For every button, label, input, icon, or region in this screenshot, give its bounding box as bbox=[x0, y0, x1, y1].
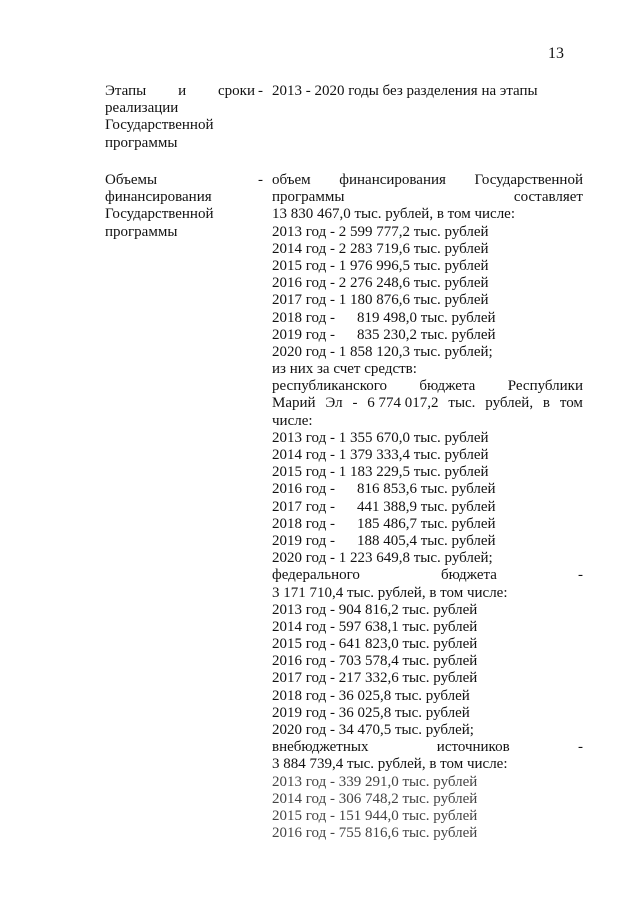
republic-line-2: Марий Эл - 6 774 017,2 тыс. рублей, в том bbox=[272, 395, 583, 412]
stages-label: Этапы и сроки реализации Государственной программы bbox=[105, 83, 255, 151]
list-item: 2015 год - 151 944,0 тыс. рублей bbox=[272, 807, 478, 824]
list-item: 2014 год - 306 748,2 тыс. рублей bbox=[272, 790, 478, 807]
list-item: 2015 год - 1 976 996,5 тыс. рублей bbox=[272, 257, 489, 274]
list-item: 2014 год - 2 283 719,6 тыс. рублей bbox=[272, 240, 489, 257]
financing-intro-line-2: программы составляет bbox=[272, 189, 583, 206]
stages-value: 2013 - 2020 годы без разделения на этапы bbox=[272, 83, 538, 99]
list-item: 2020 год - 34 470,5 тыс. рублей; bbox=[272, 722, 474, 738]
extrabudgetary-years-list bbox=[272, 774, 583, 843]
financing-value bbox=[272, 172, 583, 842]
list-item: 2015 год - 1 183 229,5 тыс. рублей bbox=[272, 464, 489, 481]
financing-label: Объемы финансирования Государственной программы bbox=[105, 172, 214, 240]
list-item: 2013 год - 339 291,0 тыс. рублей bbox=[272, 773, 478, 790]
federal-line-2: 3 171 710,4 тыс. рублей, в том числе: bbox=[272, 584, 508, 601]
list-item: 2014 год - 1 379 333,4 тыс. рублей bbox=[272, 447, 489, 463]
total-years-list bbox=[272, 224, 583, 362]
list-item: 2019 год - 835 230,2 тыс. рублей bbox=[272, 326, 496, 343]
list-item: 2013 год - 904 816,2 тыс. рублей bbox=[272, 601, 478, 618]
list-item: 2020 год - 1 223 649,8 тыс. рублей; bbox=[272, 550, 493, 567]
federal-years-list bbox=[272, 602, 583, 740]
page-number: 13 bbox=[548, 45, 564, 62]
republic-line-3: числе: bbox=[272, 412, 313, 429]
list-item: 2018 год - 36 025,8 тыс. рублей bbox=[272, 687, 470, 704]
list-item: 2013 год - 2 599 777,2 тыс. рублей bbox=[272, 223, 489, 240]
list-item: 2019 год - 188 405,4 тыс. рублей bbox=[272, 532, 496, 549]
republic-years-list bbox=[272, 430, 583, 568]
list-item: 2015 год - 641 823,0 тыс. рублей bbox=[272, 636, 478, 653]
list-item: 2016 год - 816 853,6 тыс. рублей bbox=[272, 481, 496, 498]
list-item: 2017 год - 441 388,9 тыс. рублей bbox=[272, 498, 496, 515]
extrabudgetary-line-2: 3 884 739,4 тыс. рублей, в том числе: bbox=[272, 756, 508, 773]
list-item: 2017 год - 217 332,6 тыс. рублей bbox=[272, 670, 478, 687]
list-item: 2019 год - 36 025,8 тыс. рублей bbox=[272, 704, 470, 721]
list-item: 2016 год - 755 816,6 тыс. рублей bbox=[272, 825, 478, 842]
financing-intro-line-1: объем финансирования Государственной bbox=[272, 172, 583, 188]
list-item: 2017 год - 1 180 876,6 тыс. рублей bbox=[272, 292, 489, 309]
sources-intro: из них за счет средств: bbox=[272, 361, 417, 378]
stages-dash: - bbox=[258, 83, 263, 99]
list-item: 2018 год - 185 486,7 тыс. рублей bbox=[272, 515, 496, 532]
federal-line-1: федерального бюджета - bbox=[272, 567, 583, 584]
list-item: 2014 год - 597 638,1 тыс. рублей bbox=[272, 618, 478, 635]
financing-total: 13 830 467,0 тыс. рублей, в том числе: bbox=[272, 206, 516, 223]
list-item: 2013 год - 1 355 670,0 тыс. рублей bbox=[272, 429, 489, 446]
list-item: 2018 год - 819 498,0 тыс. рублей bbox=[272, 309, 496, 326]
list-item: 2016 год - 2 276 248,6 тыс. рублей bbox=[272, 275, 489, 292]
extrabudgetary-line-1: внебюджетных источников - bbox=[272, 739, 583, 756]
list-item: 2020 год - 1 858 120,3 тыс. рублей; bbox=[272, 343, 493, 360]
republic-line-1: республиканского бюджета Республики bbox=[272, 378, 583, 395]
stages-label-line-1: Этапы и сроки bbox=[105, 83, 255, 99]
financing-dash: - bbox=[258, 172, 263, 188]
list-item: 2016 год - 703 578,4 тыс. рублей bbox=[272, 653, 478, 670]
